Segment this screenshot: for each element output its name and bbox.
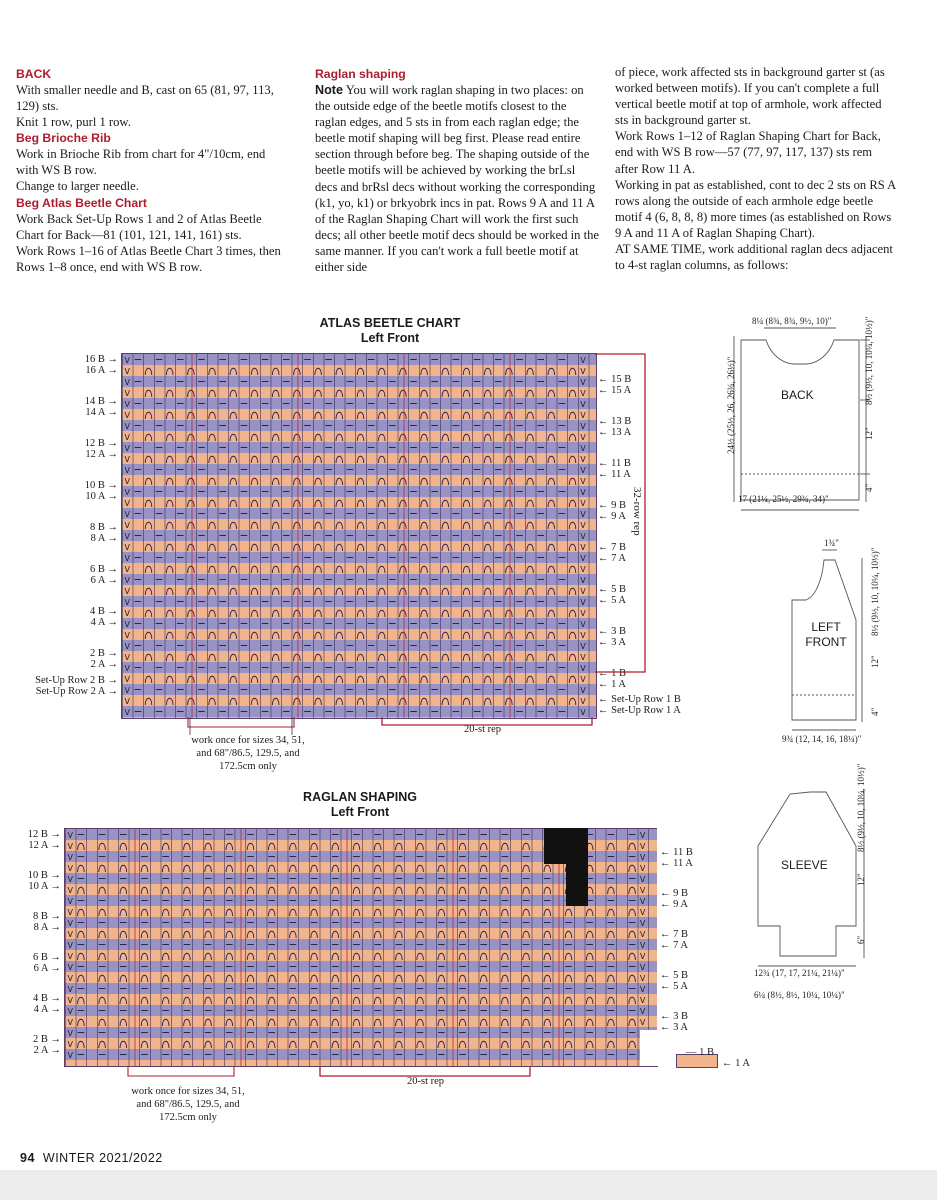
chart1-right-label: ← 13 A <box>598 427 632 438</box>
raglan-chart-title: RAGLAN SHAPING <box>303 790 417 804</box>
svg-text:V: V <box>639 985 646 994</box>
chart1-left-label: 10 A → <box>85 491 118 502</box>
chart1-left-label: 16 B → <box>84 354 118 365</box>
svg-text:V: V <box>580 455 586 464</box>
svg-text:V: V <box>124 499 130 508</box>
chart1-right-label: ← 9 A <box>598 511 627 522</box>
sleeve-upper-width-measure: 12¾ (17, 17, 21¼, 21¼)" <box>754 968 845 978</box>
left-front-body-measure: 12" <box>870 655 880 668</box>
chart2-left-label: 10 B → <box>27 870 61 881</box>
chart2-right-label: ← 7 B <box>660 929 689 940</box>
chart1-right-label: ← 5 B <box>598 584 627 595</box>
chart1-left-label: 12 A → <box>85 449 118 460</box>
chart1-right-label: ← Set-Up Row 1 B <box>598 694 681 705</box>
svg-text:V: V <box>67 1018 73 1027</box>
atlas-row-rep-label: 32-row rep <box>631 487 643 536</box>
chart1-left-label: 4 B → <box>89 606 118 617</box>
svg-text:V: V <box>639 886 646 895</box>
raglan-chart-title-block <box>260 790 460 820</box>
left-front-label-line1: LEFT <box>811 620 841 634</box>
svg-text:V: V <box>124 488 130 497</box>
svg-text:V: V <box>580 708 586 717</box>
chart1-left-label: 14 A → <box>85 407 118 418</box>
chart2-left-label: 12 B → <box>27 829 61 840</box>
sleeve-schematic-label: SLEEVE <box>781 858 828 872</box>
svg-text:V: V <box>580 433 586 442</box>
svg-text:V: V <box>580 631 586 640</box>
svg-text:V: V <box>580 675 586 684</box>
back-rib-measure: 4" <box>864 483 874 492</box>
svg-text:V: V <box>124 411 130 420</box>
sleeve-cap-measure: 8½ (9½, 10, 10¼, 10½)" <box>856 763 866 852</box>
chart1-left-label: 16 A → <box>85 365 118 376</box>
svg-text:V: V <box>580 378 586 387</box>
chart2-left-label: 10 A → <box>28 881 61 892</box>
chart1-right-label: ← 15 A <box>598 385 632 396</box>
chart1-right-label: ← 1 A <box>598 679 627 690</box>
chart1-right-label: ← 3 A <box>598 637 627 648</box>
svg-text:V: V <box>67 1029 73 1038</box>
chart2-right-label: ← 5 A <box>660 981 689 992</box>
svg-text:V: V <box>580 653 586 662</box>
raglan-shaping-heading: Raglan shaping <box>315 67 406 81</box>
raglan-row-1a-label: ← 1 A <box>722 1058 751 1069</box>
atlas-chart-title: ATLAS BEETLE CHART <box>319 316 461 330</box>
instructions-column-1 <box>16 66 288 275</box>
atlas-st-rep-label: 20-st rep <box>464 724 502 735</box>
svg-text:V: V <box>124 642 130 651</box>
chart2-left-label: 8 A → <box>33 922 61 933</box>
svg-text:V: V <box>124 697 130 706</box>
svg-text:V: V <box>639 831 646 840</box>
chart1-right-label: ← 15 B <box>598 374 632 385</box>
back-length-measure: 24½ (25½, 26, 26¾, 26½)" <box>726 356 736 454</box>
raglan-note <box>315 82 600 275</box>
chart2-right-label: ← 11 B <box>660 847 693 858</box>
chart1-left-label: 2 A → <box>90 659 118 670</box>
sleeve-schematic <box>750 770 930 970</box>
svg-text:V: V <box>580 411 586 420</box>
chart2-right-label: ← 9 A <box>660 899 689 910</box>
svg-text:V: V <box>124 598 130 607</box>
svg-text:V: V <box>639 875 646 884</box>
chart1-left-label: 4 A → <box>90 617 118 628</box>
chart2-left-label: 6 A → <box>33 963 61 974</box>
svg-text:V: V <box>124 477 130 486</box>
svg-text:V: V <box>639 952 646 961</box>
chart1-right-label: ← 7 B <box>598 542 627 553</box>
chart1-left-label: 10 B → <box>84 480 118 491</box>
svg-text:V: V <box>639 963 646 972</box>
atlas-chart-symbols <box>122 354 596 718</box>
brioche-rib-text: Work in Brioche Rib from chart for 4"/10cm, end with WS B row. <box>16 147 266 178</box>
svg-text:V: V <box>124 543 130 552</box>
issue-label: WINTER 2021/2022 <box>42 1151 163 1165</box>
chart1-right-label: ← Set-Up Row 1 A <box>598 705 681 716</box>
svg-text:V: V <box>580 598 586 607</box>
chart1-left-label: 14 B → <box>84 396 118 407</box>
svg-text:V: V <box>67 886 73 895</box>
page-bottom-band <box>0 1170 937 1200</box>
back-armhole-measure: 8½ (9½, 10, 10¼, 10½)" <box>864 316 874 405</box>
svg-text:V: V <box>124 532 130 541</box>
svg-text:V: V <box>639 842 646 851</box>
back-top-measure: 8¼ (8¾, 8¾, 9½, 10)" <box>752 316 832 326</box>
left-front-top-measure: 1¾" <box>824 538 839 548</box>
atlas-chart-title-block <box>260 316 520 346</box>
svg-text:V: V <box>580 389 586 398</box>
svg-text:V: V <box>124 631 130 640</box>
svg-text:V: V <box>124 422 130 431</box>
back-text: With smaller needle and B, cast on 65 (81, 97, 113, 129) sts. <box>16 83 274 114</box>
knit-row-text: Knit 1 row, purl 1 row. <box>16 115 131 130</box>
svg-text:V: V <box>124 587 130 596</box>
raglan-dec-block-lower <box>566 864 588 906</box>
chart2-left-label: 6 B → <box>32 952 61 963</box>
page-number: 94 <box>20 1151 35 1165</box>
svg-text:V: V <box>67 853 73 862</box>
svg-text:V: V <box>124 389 130 398</box>
chart1-right-label: ← 7 A <box>598 553 627 564</box>
chart1-left-label: 6 A → <box>90 575 118 586</box>
left-front-label-line2: FRONT <box>805 635 847 649</box>
chart1-left-label: Set-Up Row 2 B → <box>35 675 118 686</box>
atlas-beetle-text-1: Work Back Set-Up Rows 1 and 2 of Atlas Beetle Chart for Back—81 (101, 121, 141, 161) sts. <box>16 211 262 242</box>
svg-text:V: V <box>67 930 73 939</box>
note-text: You will work raglan shaping in two places: on the outside edge of the beetle motifs closest to the raglan edges, and 5 sts in from each raglan edge; the beetle motif shaping will beg first. Please read entire section through before beg. The shaping outside of the beetle motifs will be achieved by working the brLsl decs and brRsl decs without working the corresponding (k1, yo, k1) or brkyobrk incs in pat. Rows 9 A and 11 A of the Raglan Shaping Chart will work the first such decs; all other beetle motif decs should be worked in the same manner. If you can't work a full beetle motif at either side <box>315 83 599 275</box>
svg-text:V: V <box>67 842 73 851</box>
svg-text:V: V <box>580 587 586 596</box>
chart2-left-label: 4 B → <box>32 993 61 1004</box>
chart2-right-label: ← 7 A <box>660 940 689 951</box>
svg-text:V: V <box>67 941 73 950</box>
svg-text:V: V <box>124 708 130 717</box>
col3-text-1: of piece, work affected sts in background garter st (as worked between motifs). If you can't complete a full vertical beetle motif at top of armhole, work affected sts in background garter st. <box>615 65 885 128</box>
svg-text:V: V <box>124 455 130 464</box>
svg-text:V: V <box>580 444 586 453</box>
svg-text:V: V <box>639 1018 646 1027</box>
left-front-rib-measure: 4" <box>870 707 880 716</box>
change-needle-text: Change to larger needle. <box>16 179 139 194</box>
svg-text:V: V <box>124 576 130 585</box>
svg-text:V: V <box>580 367 586 376</box>
svg-text:V: V <box>580 686 586 695</box>
raglan-step-top <box>587 828 657 829</box>
instructions-column-3 <box>615 64 897 273</box>
svg-text:V: V <box>580 532 586 541</box>
svg-text:V: V <box>124 510 130 519</box>
svg-text:V: V <box>67 1007 73 1016</box>
chart1-left-label: Set-Up Row 2 A → <box>35 686 118 697</box>
svg-text:V: V <box>580 642 586 651</box>
atlas-row-rep-bracket <box>595 350 655 680</box>
chart2-left-label: 8 B → <box>32 911 61 922</box>
chart1-left-label: 8 B → <box>89 522 118 533</box>
sleeve-cuff-width-measure: 6¼ (8½, 8½, 10¼, 10¼)" <box>754 990 845 1000</box>
svg-text:V: V <box>124 433 130 442</box>
svg-text:V: V <box>124 356 130 365</box>
svg-text:V: V <box>639 930 646 939</box>
raglan-row-1b-label: — 1 B <box>686 1047 715 1058</box>
chart2-right-label: ← 11 A <box>660 858 693 869</box>
svg-text:V: V <box>124 554 130 563</box>
back-heading: BACK <box>16 67 52 81</box>
atlas-beetle-text-2: Work Rows 1–16 of Atlas Beetle Chart 3 times, then Rows 1–8 once, end with WS B row. <box>16 243 281 274</box>
col3-text-2: Work Rows 1–12 of Raglan Shaping Chart for Back, end with WS B row—57 (77, 97, 117, 137) sts rem after Row 11 A. <box>615 129 881 176</box>
instructions-column-2 <box>315 66 600 275</box>
svg-text:V: V <box>67 864 73 873</box>
back-schematic-label: BACK <box>781 388 814 402</box>
svg-text:V: V <box>580 477 586 486</box>
svg-text:V: V <box>580 510 586 519</box>
sleeve-cuff-measure: 6" <box>856 935 866 944</box>
atlas-chart-subtitle: Left Front <box>360 331 420 345</box>
chart1-right-label: ← 11 A <box>598 469 631 480</box>
page-footer <box>20 1151 163 1165</box>
svg-text:V: V <box>580 554 586 563</box>
chart1-right-label: ← 3 B <box>598 626 627 637</box>
svg-text:V: V <box>124 686 130 695</box>
chart2-left-label: 12 A → <box>28 840 61 851</box>
svg-text:V: V <box>580 565 586 574</box>
brioche-rib-heading: Beg Brioche Rib <box>16 131 111 146</box>
svg-text:V: V <box>580 499 586 508</box>
svg-text:V: V <box>67 963 73 972</box>
svg-text:V: V <box>67 1051 73 1060</box>
svg-text:V: V <box>67 1040 73 1049</box>
chart1-right-label: ← 1 B <box>598 668 627 679</box>
svg-text:V: V <box>67 919 73 928</box>
svg-text:V: V <box>639 996 646 1005</box>
svg-text:V: V <box>580 697 586 706</box>
raglan-work-once-caption: work once for sizes 34, 51, and 68"/86.5, 129.5, and 172.5cm only <box>131 1086 245 1123</box>
svg-text:V: V <box>639 853 646 862</box>
chart2-left-label: 2 A → <box>33 1045 61 1056</box>
svg-text:V: V <box>124 653 130 662</box>
chart2-right-label: ← 5 B <box>660 970 689 981</box>
chart1-left-label: 12 B → <box>84 438 118 449</box>
svg-text:V: V <box>580 422 586 431</box>
chart1-left-label: 2 B → <box>89 648 118 659</box>
svg-text:V: V <box>639 864 646 873</box>
chart1-right-label: ← 5 A <box>598 595 627 606</box>
col3-text-4: AT SAME TIME, work additional raglan decs adjacent to 4-st raglan columns, as follows: <box>615 242 893 273</box>
chart1-left-label: 6 B → <box>89 564 118 575</box>
raglan-chart-subtitle: Left Front <box>330 805 390 819</box>
chart2-right-label: ← 3 A <box>660 1022 689 1033</box>
svg-text:V: V <box>580 620 586 629</box>
svg-text:V: V <box>639 919 646 928</box>
raglan-st-rep-label: 20-st rep <box>407 1076 445 1087</box>
svg-text:V: V <box>580 576 586 585</box>
left-front-armhole-measure: 8½ (9½, 10, 10¼, 10½)" <box>870 547 880 636</box>
svg-text:V: V <box>67 952 73 961</box>
svg-text:V: V <box>67 985 73 994</box>
chart1-right-label: ← 13 B <box>598 416 632 427</box>
chart2-right-label: ← 9 B <box>660 888 689 899</box>
svg-text:V: V <box>124 466 130 475</box>
svg-text:V: V <box>639 974 646 983</box>
svg-text:V: V <box>124 664 130 673</box>
svg-text:V: V <box>639 1007 646 1016</box>
svg-text:V: V <box>67 974 73 983</box>
svg-text:V: V <box>580 543 586 552</box>
svg-text:V: V <box>580 356 586 365</box>
back-width-measure: 17 (21¼, 25½, 29¾, 34)" <box>738 494 829 504</box>
svg-text:V: V <box>67 908 73 917</box>
svg-text:V: V <box>124 620 130 629</box>
raglan-corner-blank <box>640 1030 680 1066</box>
svg-text:V: V <box>124 367 130 376</box>
svg-text:V: V <box>124 675 130 684</box>
svg-text:V: V <box>67 996 73 1005</box>
chart2-left-label: 4 A → <box>33 1004 61 1015</box>
svg-text:V: V <box>580 609 586 618</box>
chart1-left-label: 8 A → <box>90 533 118 544</box>
svg-text:V: V <box>67 875 73 884</box>
atlas-beetle-chart-grid <box>121 353 597 719</box>
svg-text:V: V <box>124 444 130 453</box>
sleeve-body-measure: 12" <box>856 873 866 886</box>
raglan-dec-block-top <box>544 828 588 864</box>
svg-text:V: V <box>67 897 73 906</box>
left-front-width-measure: 9¾ (12, 14, 16, 18¼)" <box>782 734 862 744</box>
svg-text:V: V <box>580 521 586 530</box>
note-label: Note <box>315 83 343 97</box>
svg-text:V: V <box>124 565 130 574</box>
chart2-right-label: ← 3 B <box>660 1011 689 1022</box>
svg-text:V: V <box>67 831 73 840</box>
svg-text:V: V <box>580 400 586 409</box>
svg-text:V: V <box>639 941 646 950</box>
svg-text:V: V <box>124 400 130 409</box>
back-body-measure: 12" <box>864 427 874 440</box>
svg-text:V: V <box>124 609 130 618</box>
svg-text:V: V <box>639 908 646 917</box>
svg-text:V: V <box>124 521 130 530</box>
chart1-right-label: ← 11 B <box>598 458 631 469</box>
svg-text:V: V <box>580 466 586 475</box>
svg-text:V: V <box>124 378 130 387</box>
atlas-beetle-heading: Beg Atlas Beetle Chart <box>16 195 147 210</box>
svg-text:V: V <box>580 488 586 497</box>
svg-text:V: V <box>580 664 586 673</box>
left-front-schematic-label <box>796 620 856 650</box>
svg-text:V: V <box>639 897 646 906</box>
atlas-work-once-caption: work once for sizes 34, 51, and 68"/86.5, 129.5, and 172.5cm only <box>191 735 305 772</box>
chart1-right-label: ← 9 B <box>598 500 627 511</box>
chart2-left-label: 2 B → <box>32 1034 61 1045</box>
col3-text-3: Working in pat as established, cont to dec 2 sts on RS A rows along the outside of each armhole edge beetle motif 4 (6, 8, 8, 8) more times (as established on Rows 9 A and 11 A of Raglan Shaping Chart). <box>615 177 896 240</box>
